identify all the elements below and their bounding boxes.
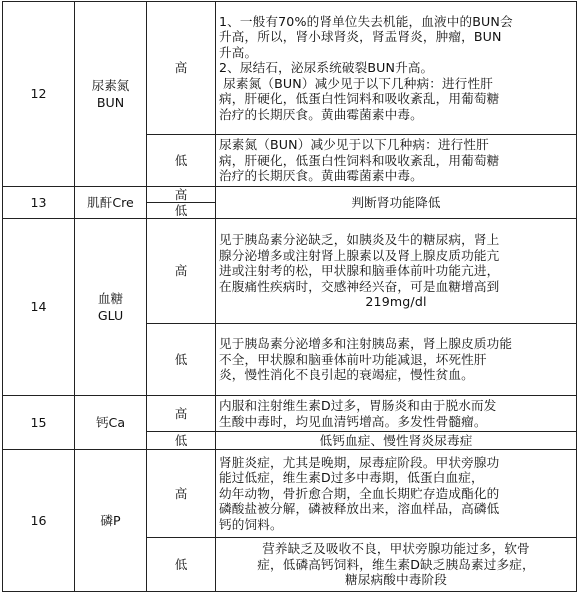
description-line: 肾脏炎症，尤其是晚期，尿毒症阶段。甲状旁腺功 [219, 454, 500, 470]
table-row [3, 219, 577, 324]
item-name [75, 219, 147, 396]
row-number: 16 [3, 450, 75, 592]
level-high: 高 [147, 396, 216, 432]
description-low [216, 538, 577, 592]
row-number: 14 [3, 219, 75, 396]
description-high [216, 2, 577, 135]
description-high [216, 219, 577, 324]
item-name: 磷P [75, 450, 147, 592]
description-high: 判断肾功能降低 [216, 187, 577, 219]
description-line: 钙的饲料。 [219, 516, 283, 532]
description-line: 尿素氮（BUN）减少见于以下几种病：进行性肝 [219, 137, 489, 153]
level-high: 高 [147, 2, 216, 135]
description-line: 2、尿结石，泌尿系统破裂BUN升高。 [219, 60, 434, 76]
item-name [75, 2, 147, 187]
row-number: 13 [3, 187, 75, 219]
description-high [216, 450, 577, 538]
lab-reference-table [2, 1, 577, 592]
description-line: 幼年动物，骨折愈合期，全血长期贮存造成酯化的 [219, 485, 500, 501]
description-line: 治疗的长期厌食。黄曲霉菌素中毒。 [219, 168, 423, 184]
level-low: 低 [147, 135, 216, 187]
description-line: 治疗的长期厌食。黄曲霉菌素中毒。 [219, 106, 423, 122]
description-line: 炎，慢性消化不良引起的衰竭症，慢性贫血。 [219, 367, 474, 383]
table-row [3, 396, 577, 432]
description-low [216, 135, 577, 187]
description-line: 能过低症，维生素D过多中毒期，低蛋白血症， [219, 470, 484, 486]
description-high [216, 396, 577, 432]
description-line: 生酸中毒时，均见血清钙增高。多发性骨髓瘤。 [219, 413, 487, 429]
description-line: 尿素氮（BUN）减少见于以下几种病：进行性肝 [219, 75, 494, 91]
table-row [3, 450, 577, 538]
description-line: 升高。 [219, 44, 258, 60]
item-name-abbr: GLU [97, 308, 124, 323]
description-line: 内服和注射维生素D过多，胃肠炎和由于脱水而发 [219, 398, 497, 413]
description-line: 病，肝硬化，低蛋白性饲料和吸收紊乱，用葡萄糖 [219, 152, 500, 168]
level-high: 高 [147, 450, 216, 538]
description-line: 进或注射考的松，甲状腺和脑垂体前叶功能亢进， [219, 263, 500, 279]
level-low: 低 [147, 538, 216, 592]
table-row [3, 187, 577, 203]
description-line: 腺分泌增多或注射肾上腺素以及肾上腺皮质功能亢 [219, 247, 500, 263]
level-low: 低 [147, 432, 216, 450]
level-low: 低 [147, 203, 216, 219]
table-row [3, 2, 577, 135]
description-low [216, 324, 577, 396]
description-line: 不全，甲状腺和脑垂体前叶功能减退，坏死性肝 [219, 351, 487, 367]
description-line: 219mg/dl [365, 294, 427, 310]
description-low: 低钙血症、慢性肾炎尿毒症 [216, 432, 577, 450]
description-line: 磷酸盐被分解，磷被释放出来，溶血样品，高磷低 [219, 501, 500, 517]
item-name-cn: 尿素氮 [91, 78, 130, 93]
level-high: 高 [147, 187, 216, 203]
item-name-abbr: BUN [96, 95, 125, 110]
description-line: 在腹痛性疾病时，交感神经兴奋，可是血糖增高到 [219, 278, 500, 294]
item-name: 肌酐Cre [75, 187, 147, 219]
row-number: 15 [3, 396, 75, 450]
description-line: 病，肝硬化，低蛋白性饲料和吸收紊乱，用葡萄糖 [219, 91, 500, 107]
description-line: 见于胰岛素分泌缺乏，如胰炎及牛的糖尿病，肾上 [219, 232, 500, 248]
description-line: 营养缺乏及吸收不良，甲状旁腺功能过多，软骨 [262, 541, 530, 557]
description-line: 见于胰岛素分泌增多和注射胰岛素，肾上腺皮质功能 [219, 336, 513, 352]
description-line: 升高，所以，肾小球肾炎，肾盂肾炎，肿瘤，BUN [219, 29, 502, 45]
description-line: 1、一般有70%的肾单位失去机能，血液中的BUN会 [219, 13, 513, 29]
item-name-cn: 血糖 [97, 291, 124, 306]
level-high: 高 [147, 219, 216, 324]
item-name: 钙Ca [75, 396, 147, 450]
description-line: 糖尿病酸中毒阶段 [345, 572, 447, 588]
level-low: 低 [147, 324, 216, 396]
description-line: 症，低磷高钙饲料，维生素D缺乏胰岛素过多症， [257, 556, 535, 572]
row-number: 12 [3, 2, 75, 187]
